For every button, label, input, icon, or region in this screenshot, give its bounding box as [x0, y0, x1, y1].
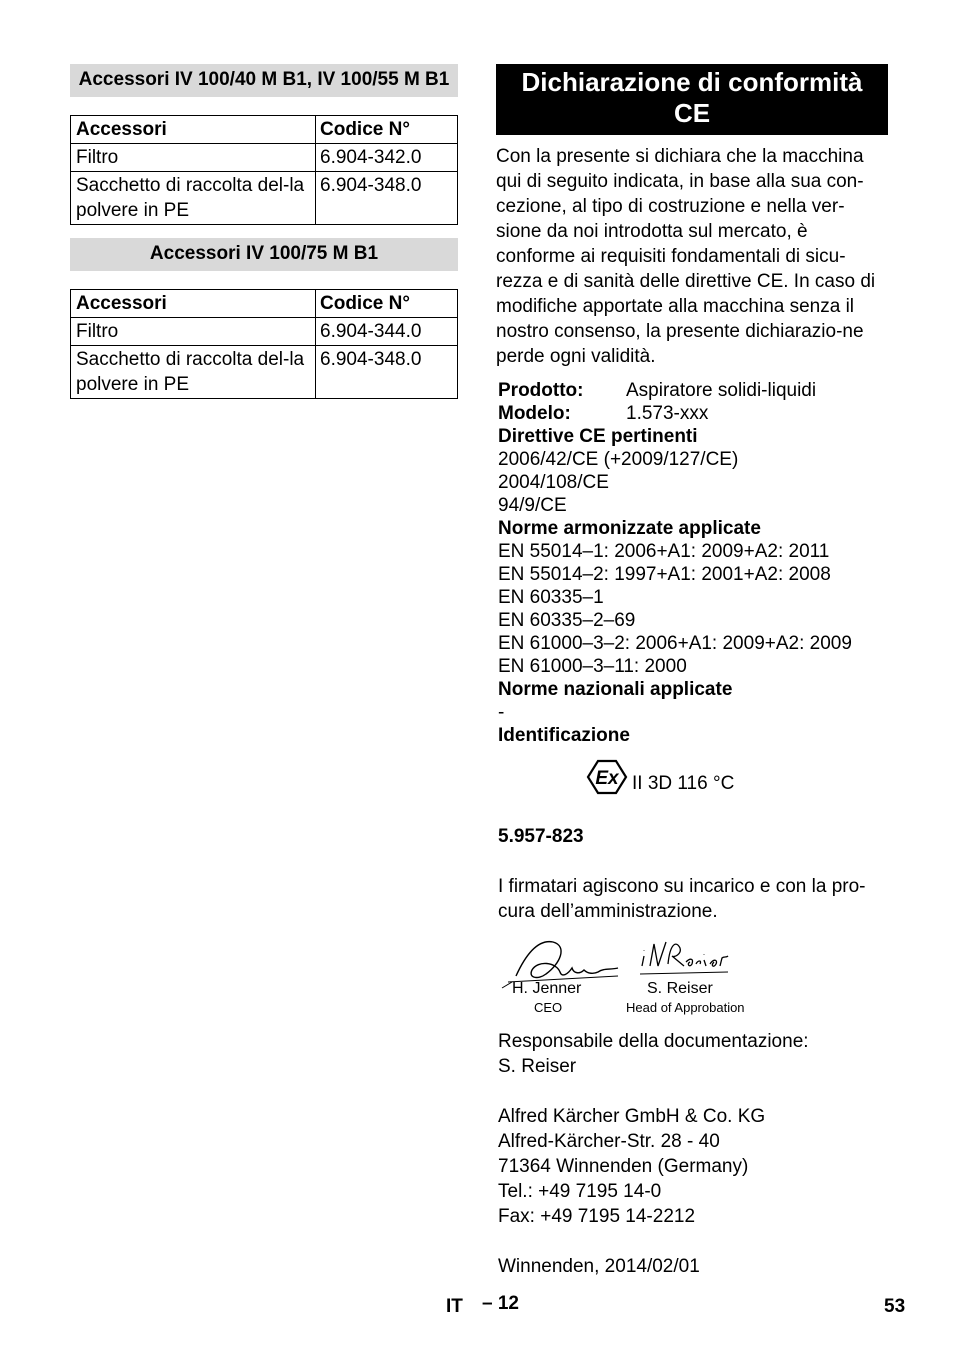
national-heading: Norme nazionali applicate [498, 679, 733, 700]
table-header-row [71, 290, 458, 318]
directive-item: 94/9/CE [498, 495, 567, 516]
ex-marking-row [586, 759, 888, 795]
signer2-role: Head of Approbation [626, 1000, 745, 1015]
svg-text:Ex: Ex [595, 768, 619, 789]
national-value: - [498, 702, 505, 723]
company-line: Fax: +49 7195 14-2212 [498, 1206, 696, 1227]
table-cell: Filtro [71, 318, 316, 346]
table-header-cell: Codice N° [316, 116, 458, 144]
harmonized-heading: Norme armonizzate applicate [498, 518, 761, 539]
company-address [498, 1104, 888, 1229]
signature-block [498, 934, 888, 1024]
model-value: 1.573-xxx [626, 403, 709, 424]
table-row [71, 172, 458, 225]
accessories-section-title-2: Accessori IV 100/75 M B1 [70, 238, 458, 271]
footer-language: IT [446, 1296, 463, 1317]
declaration-intro: Con la presente si dichiara che la macchina qui di seguito indicata, in base alla sua con-cezione, al tipo di costruzione e nella ver-sione da noi introdotta sul mercato, è conforme ai requisiti fondamentali di sicu-rezza e di sanità delle direttive CE. In caso di modifiche apportate alla macchina senza il nostro consenso, la presente dichiarazio-ne perde ogni validità. [496, 146, 876, 367]
company-line: Alfred-Kärcher-Str. 28 - 40 [498, 1131, 720, 1152]
harmonized-item: EN 61000–3–2: 2006+A1: 2009+A2: 2009 [498, 633, 852, 654]
table-row [71, 318, 458, 346]
table-cell: 6.904-342.0 [316, 144, 458, 172]
product-value: Aspiratore solidi-liquidi [626, 380, 817, 401]
responsible-name: S. Reiser [498, 1056, 577, 1077]
directive-item: 2006/42/CE (+2009/127/CE) [498, 449, 739, 470]
table-header-cell: Accessori [71, 290, 316, 318]
ex-marking-text: II 3D 116 °C [632, 773, 735, 794]
model-label: Modelo: [498, 403, 571, 424]
table-cell: 6.904-348.0 [316, 346, 458, 399]
product-row [498, 379, 888, 402]
declaration-column [496, 64, 888, 1279]
place-date: Winnenden, 2014/02/01 [498, 1256, 700, 1277]
document-number: 5.957-823 [498, 826, 584, 847]
ex-hexagon-icon [586, 759, 628, 795]
footer-local-page: – 12 [482, 1293, 519, 1314]
signature-reiser-image [636, 934, 731, 976]
accessories-table-2 [70, 289, 458, 399]
table-cell: 6.904-348.0 [316, 172, 458, 225]
identification-heading: Identificazione [498, 725, 630, 746]
harmonized-item: EN 61000–3–11: 2000 [498, 656, 687, 677]
accessories-table-1 [70, 115, 458, 225]
directives-heading: Direttive CE pertinenti [498, 426, 698, 447]
company-line: Alfred Kärcher GmbH & Co. KG [498, 1106, 766, 1127]
table-header-cell: Codice N° [316, 290, 458, 318]
harmonized-item: EN 55014–1: 2006+A1: 2009+A2: 2011 [498, 541, 830, 562]
harmonized-item: EN 60335–2–69 [498, 610, 636, 631]
footer-page-number: 53 [884, 1296, 906, 1317]
signatories-text: I firmatari agiscono su incarico e con la pro-cura dell’amministrazione. [498, 876, 866, 922]
signer2-name: S. Reiser [647, 980, 713, 997]
product-label: Prodotto: [498, 380, 584, 401]
accessories-section-title-1: Accessori IV 100/40 M B1, IV 100/55 M B1 [70, 64, 458, 97]
table-row [71, 144, 458, 172]
company-line: Tel.: +49 7195 14-0 [498, 1181, 662, 1202]
directive-item: 2004/108/CE [498, 472, 609, 493]
signer1-name: H. Jenner [512, 980, 582, 997]
table-header-row [71, 116, 458, 144]
table-row [71, 346, 458, 399]
table-cell: Filtro [71, 144, 316, 172]
table-header-cell: Accessori [71, 116, 316, 144]
responsible-label: Responsabile della documentazione: [498, 1031, 809, 1052]
table-cell: Sacchetto di raccolta del-la polvere in PE [71, 172, 316, 225]
accessories-column [70, 64, 458, 399]
declaration-title: Dichiarazione di conformità CE [496, 64, 888, 135]
model-row [498, 402, 888, 425]
harmonized-item: EN 55014–2: 1997+A1: 2001+A2: 2008 [498, 564, 831, 585]
signer1-role: CEO [534, 1000, 563, 1015]
company-line: 71364 Winnenden (Germany) [498, 1156, 749, 1177]
table-cell: Sacchetto di raccolta del-la polvere in PE [71, 346, 316, 399]
table-cell: 6.904-344.0 [316, 318, 458, 346]
harmonized-item: EN 60335–1 [498, 587, 604, 608]
